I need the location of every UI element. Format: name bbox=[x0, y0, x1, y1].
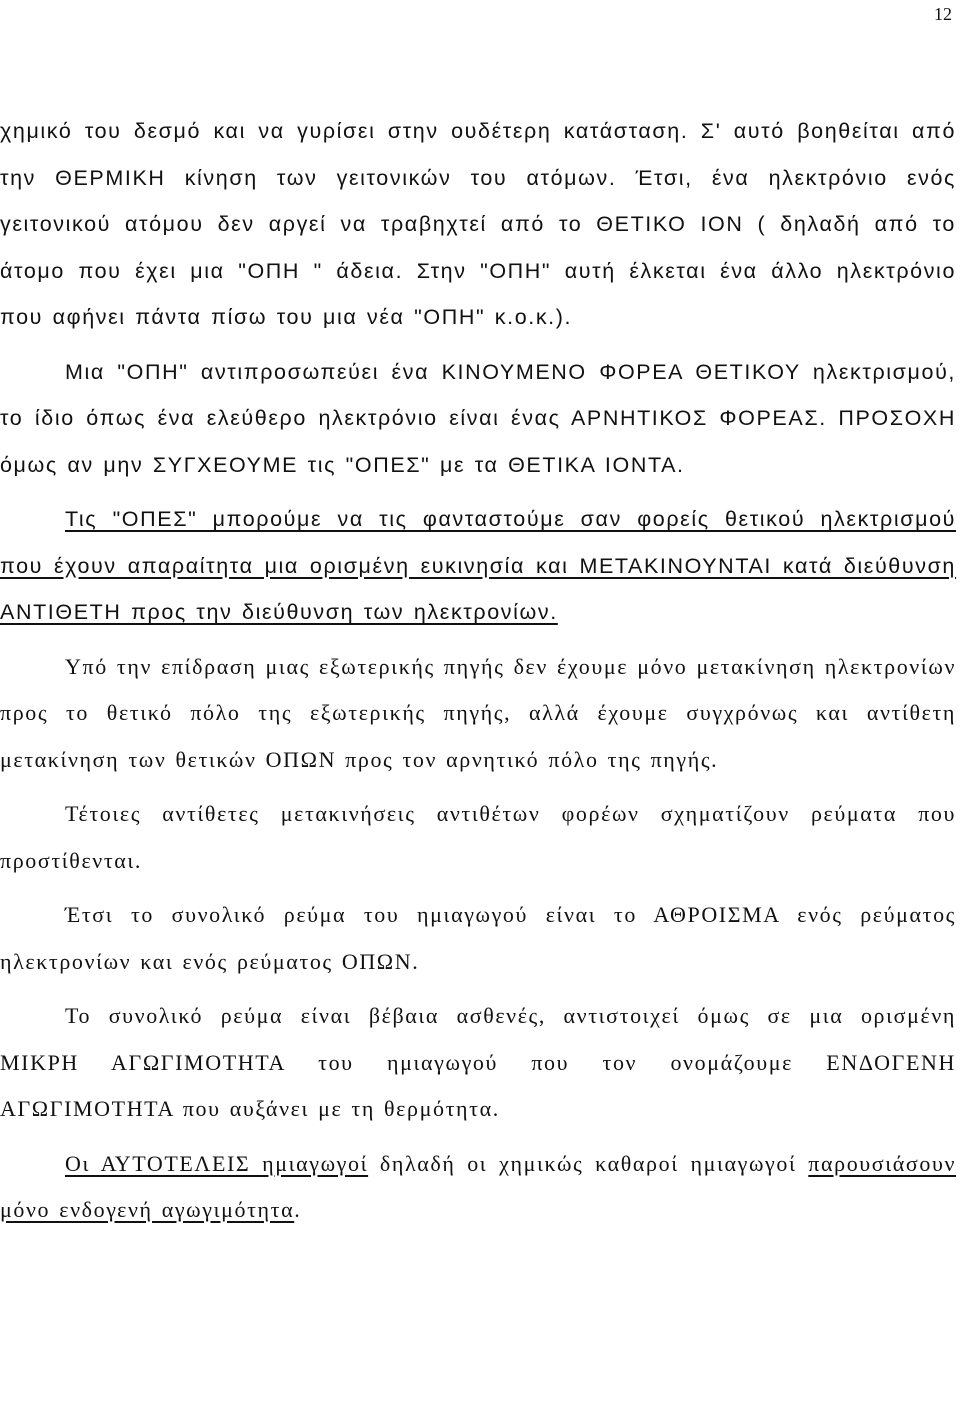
paragraph-hole-carrier: Μια "ΟΠΗ" αντιπροσωπεύει ένα ΚΙΝΟΥΜΕΝΟ ΦΟΡΕΑ ΘΕΤΙΚΟΥ ηλεκτρισμού, το ίδιο όπως ένα ελεύθερο ηλεκτρόνιο είναι ένας ΑΡΝΗΤΙΚΟΣ ΦΟΡΕΑΣ. ΠΡΟΣΟΧΗ όμως αν μην ΣΥΓΧΕΟΥΜΕ τις "ΟΠΕΣ" με τα ΘΕΤΙΚΑ ΙΟΝΤΑ. bbox=[0, 359, 956, 477]
paragraph-holes-explanation: χημικό του δεσμό και να γυρίσει στην ουδέτερη κατάσταση. Σ' αυτό βοηθείται από την ΘΕΡΜΙΚΗ κίνηση των γειτονικών του ατόμων. Έτσι, ένα ηλεκτρόνιο ενός γειτονικού ατόμου δεν αργεί να τραβηχτεί από το ΘΕΤΙΚΟ ΙΟΝ ( δηλαδή από το άτομο που έχει μια "ΟΠΗ " άδεια. Στην "ΟΠΗ" αυτή έλκεται ένα άλλο ηλεκτρόνιο που αφήνει πάντα πίσω του μια νέα "ΟΠΗ" κ.ο.κ.). bbox=[0, 119, 956, 329]
paragraph-holes-mobility: Τις "ΟΠΕΣ" μπορούμε να τις φανταστούμε σαν φορείς θετικού ηλεκτρισμού που έχουν απαραίτητα μια ορισμένη ευκινησία και ΜΕΤΑΚΙΝΟΥΝΤΑΙ κατά διεύθυνση ΑΝΤΙΘΕΤΗ προς την διεύθυνση των ηλεκτρονίων. bbox=[0, 507, 956, 624]
paragraph-total-current: Έτσι το συνολικό ρεύμα του ημιαγωγού είναι το ΑΘΡΟΙΣΜΑ ενός ρεύματος ηλεκτρονίων και ενός ρεύματος ΟΠΩΝ. bbox=[0, 902, 956, 974]
document-body bbox=[0, 108, 956, 1242]
page-number: 12 bbox=[934, 4, 952, 24]
paragraph-text: δηλαδή οι χημικώς καθαροί ημιαγωγοί bbox=[368, 1150, 809, 1176]
paragraph-intrinsic-conductivity: Το συνολικό ρεύμα είναι βέβαια ασθενές, αντιστοιχεί όμως σε μια ορισμένη ΜΙΚΡΗ ΑΓΩΓΙΜΟΤΗΤΑ του ημιαγωγού που τον ονομάζουμε ΕΝΔΟΓΕΝΗ ΑΓΩΓΙΜΟΤΗΤΑ που αυξάνει με τη θερμότητα. bbox=[0, 1003, 956, 1121]
paragraph-intrinsic-semiconductors bbox=[0, 1141, 956, 1234]
paragraph-period: . bbox=[294, 1197, 302, 1222]
underlined-conclusion: παρουσιάσουν μόνο ενδογενή αγωγιμότητα bbox=[0, 1150, 956, 1222]
underlined-term: Οι ΑΥΤΟΤΕΛΕΙΣ ημιαγωγοί bbox=[65, 1150, 369, 1176]
paragraph-external-source: Υπό την επίδραση μιας εξωτερικής πηγής δεν έχουμε μόνο μετακίνηση ηλεκτρονίων προς το θετικό πόλο της εξωτερικής πηγής, αλλά έχουμε συγχρόνως και αντίθετη μετακίνηση των θετικών ΟΠΩΝ προς τον αρνητικό πόλο της πηγής. bbox=[0, 653, 956, 772]
paragraph-opposite-currents: Τέτοιες αντίθετες μετακινήσεις αντιθέτων φορέων σχηματίζουν ρεύματα που προστίθενται. bbox=[0, 801, 956, 873]
